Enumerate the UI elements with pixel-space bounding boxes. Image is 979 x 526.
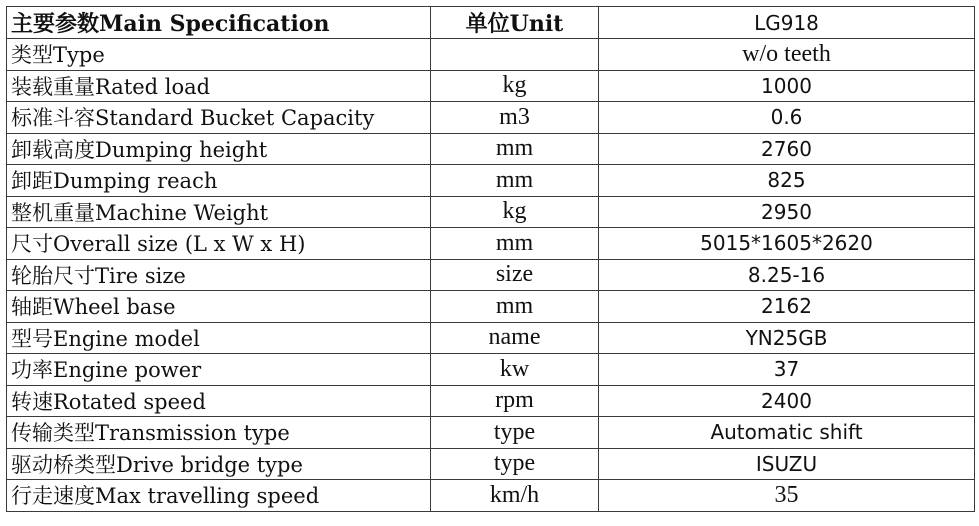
table-row <box>7 480 975 512</box>
table-row <box>7 322 975 354</box>
spec-unit: kg <box>431 70 599 102</box>
spec-unit: name <box>431 322 599 354</box>
spec-unit: type <box>431 448 599 480</box>
header-row <box>7 7 975 39</box>
header-unit: 单位Unit <box>431 7 599 39</box>
spec-name: 传输类型Transmission type <box>7 417 431 449</box>
spec-unit: kg <box>431 196 599 228</box>
spec-unit: mm <box>431 228 599 260</box>
table-row <box>7 102 975 134</box>
table-row <box>7 448 975 480</box>
table-row <box>7 259 975 291</box>
spec-table <box>6 6 975 512</box>
spec-unit: type <box>431 417 599 449</box>
spec-value: 5015*1605*2620 <box>599 228 975 260</box>
table-row <box>7 417 975 449</box>
table-row <box>7 133 975 165</box>
table-row <box>7 291 975 323</box>
header-model: LG918 <box>599 7 975 39</box>
spec-value: 0.6 <box>599 102 975 134</box>
spec-name: 标准斗容Standard Bucket Capacity <box>7 102 431 134</box>
spec-name: 整机重量Machine Weight <box>7 196 431 228</box>
spec-unit <box>431 39 599 71</box>
spec-value: Automatic shift <box>599 417 975 449</box>
spec-name: 型号Engine model <box>7 322 431 354</box>
spec-unit: m3 <box>431 102 599 134</box>
spec-value: 2950 <box>599 196 975 228</box>
spec-value: 2162 <box>599 291 975 323</box>
table-row <box>7 196 975 228</box>
spec-unit: rpm <box>431 385 599 417</box>
spec-name: 卸载高度Dumping height <box>7 133 431 165</box>
table-row <box>7 70 975 102</box>
table-row <box>7 39 975 71</box>
spec-value: 37 <box>599 354 975 386</box>
spec-name: 装载重量Rated load <box>7 70 431 102</box>
spec-value: 1000 <box>599 70 975 102</box>
spec-value: 2760 <box>599 133 975 165</box>
table-row <box>7 165 975 197</box>
spec-name: 行走速度Max travelling speed <box>7 480 431 512</box>
table-row <box>7 228 975 260</box>
spec-unit: mm <box>431 291 599 323</box>
spec-value: 825 <box>599 165 975 197</box>
spec-name: 轴距Wheel base <box>7 291 431 323</box>
spec-value: 8.25-16 <box>599 259 975 291</box>
spec-unit: kw <box>431 354 599 386</box>
spec-name: 功率Engine power <box>7 354 431 386</box>
spec-name: 尺寸Overall size (L x W x H) <box>7 228 431 260</box>
spec-unit: mm <box>431 165 599 197</box>
spec-value: ISUZU <box>599 448 975 480</box>
table-row <box>7 385 975 417</box>
spec-unit: size <box>431 259 599 291</box>
spec-name: 类型Type <box>7 39 431 71</box>
spec-value: 35 <box>599 480 975 512</box>
header-spec: 主要参数Main Specification <box>7 7 431 39</box>
spec-name: 轮胎尺寸Tire size <box>7 259 431 291</box>
spec-unit: km/h <box>431 480 599 512</box>
table-row <box>7 354 975 386</box>
spec-name: 转速Rotated speed <box>7 385 431 417</box>
spec-value: YN25GB <box>599 322 975 354</box>
spec-name: 驱动桥类型Drive bridge type <box>7 448 431 480</box>
spec-value: w/o teeth <box>599 39 975 71</box>
spec-unit: mm <box>431 133 599 165</box>
spec-name: 卸距Dumping reach <box>7 165 431 197</box>
spec-value: 2400 <box>599 385 975 417</box>
